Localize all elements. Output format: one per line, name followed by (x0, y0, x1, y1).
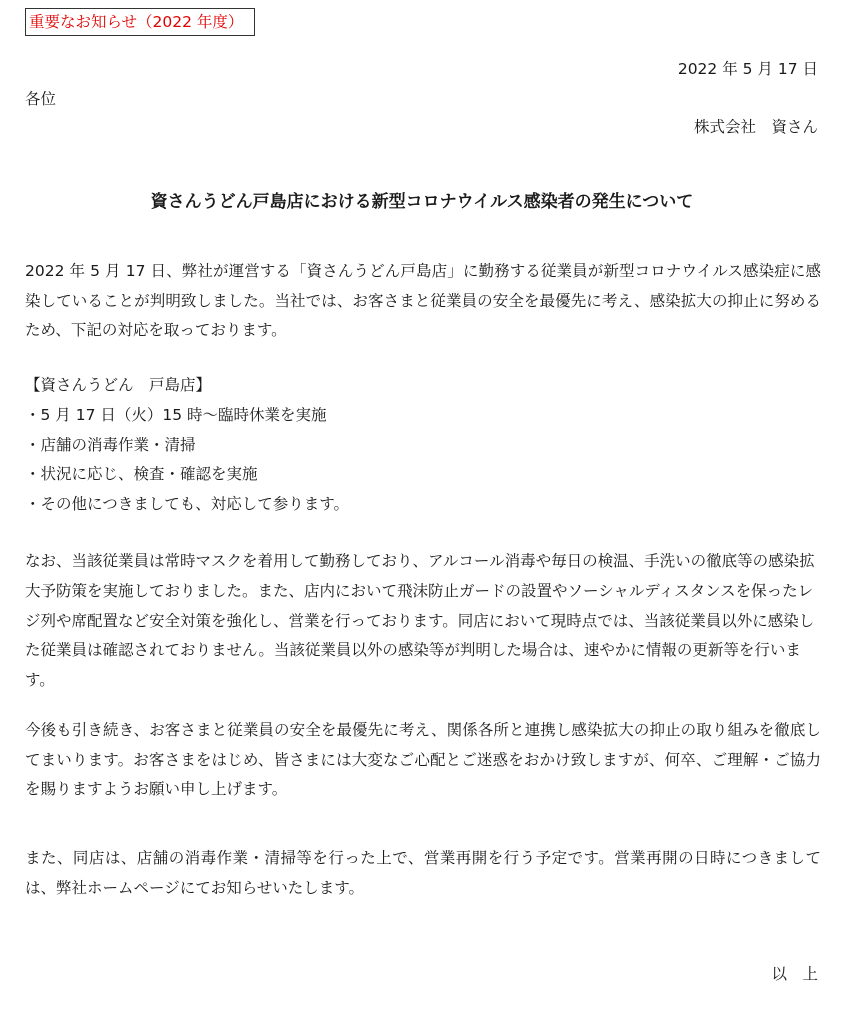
addressee: 各位 (25, 90, 57, 108)
reopening-paragraph: また、同店は、店舗の消毒作業・清掃等を行った上で、営業再開を行う予定です。営業再開の日時につきましては、弊社ホームページにてお知らせいたします。 (25, 849, 821, 897)
document-title: 資さんうどん戸島店における新型コロナウイルス感染者の発生について (150, 192, 694, 212)
intro-paragraph: 2022 年 5 月 17 日、弊社が運営する「資さんうどん戸島店」に勤務する従業員が新型コロナウイルス感染症に感染していることが判明致しました。当社では、お客さまと従業員の安全を最優先に考え、感染拡大の抑止に努めるため、下記の対応を取っております。 (25, 262, 821, 340)
prevention-note-paragraph: なお、当該従業員は常時マスクを着用して勤務しており、アルコール消毒や毎日の検温、手洗いの徹底等の感染拡大予防策を実施しておりました。また、店内において飛沫防止ガードの設置やソーシャルディスタンスを保ったレジ列や席配置など安全対策を強化し、営業を行っております。同店において現時点では、当該従業員以外に感染した従業員は確認されておりません。当該従業員以外の感染等が判明した場合は、速やかに情報の更新等を行います。 (25, 552, 815, 690)
response-item: ・状況に応じ、検査・確認を実施 (25, 465, 258, 484)
response-item: ・5 月 17 日（火）15 時〜臨時休業を実施 (25, 405, 327, 424)
closing-mark: 以 上 (771, 965, 818, 983)
document-date: 2022 年 5 月 17 日 (677, 60, 818, 78)
store-heading: 【資さんうどん 戸島店】 (25, 376, 212, 394)
store-response-block (25, 371, 821, 520)
future-measures-paragraph: 今後も引き続き、お客さまと従業員の安全を最優先に考え、関係各所と連携し感染拡大の抑止の取り組みを徹底してまいります。お客さまをはじめ、皆さまには大変なご心配とご迷惑をおかけ致しますが、何卒、ご理解・ご協力を賜りますようお願い申し上げます。 (25, 721, 821, 799)
company-name: 株式会社 資さん (693, 118, 818, 136)
response-item: ・店舗の消毒作業・清掃 (25, 435, 196, 454)
important-notice-badge: 重要なお知らせ（2022 年度） (25, 8, 255, 36)
response-item: ・その他につきましても、対応して参ります。 (25, 495, 349, 514)
